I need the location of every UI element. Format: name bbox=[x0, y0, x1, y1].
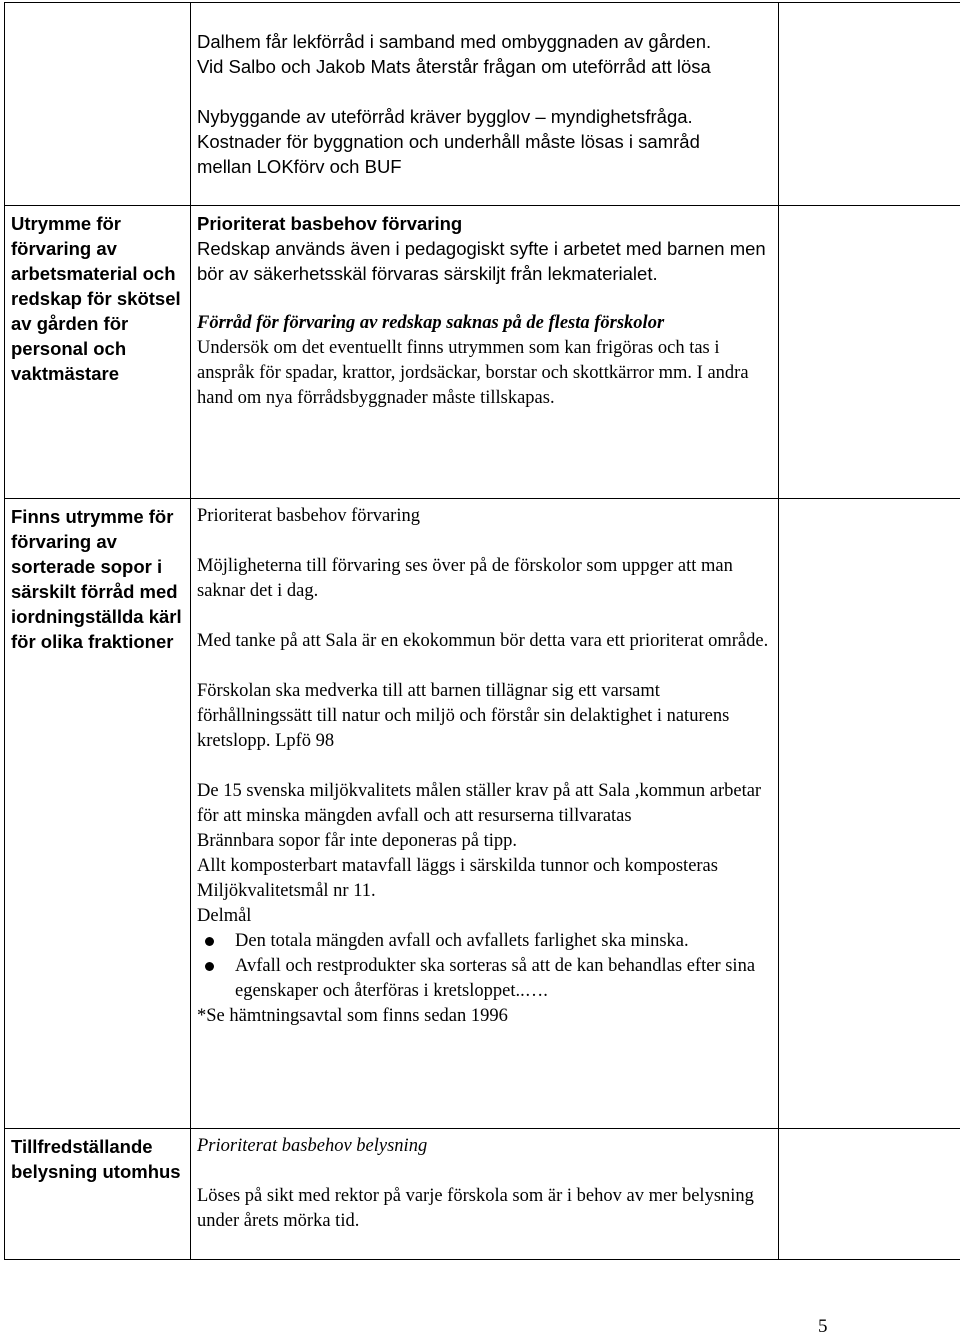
row2-paragraph: Undersök om det eventuellt finns utrymmen som kan frigöras och tas i anspråk för spadar, krattor, jordsäckar, borstar och skottkärror mm. I andra hand om nya förrådsbyggnader måste tillskapas. bbox=[197, 336, 772, 411]
row2-paragraph: Redskap används även i pedagogiskt syfte i arbetet med barnen men bör av säkerhetsskäl förvaras särskiljt från lekmaterialet. bbox=[197, 236, 772, 286]
row3-line: Miljökvalitetsmål nr 11. bbox=[197, 879, 772, 904]
row2-heading: Prioriterat basbehov förvaring bbox=[197, 211, 772, 236]
row3-paragraph: De 15 svenska miljökvalitets målen ställer krav på att Sala ,kommun arbetar för att minska mängden avfall och att resurserna tillvaratas bbox=[197, 779, 772, 829]
row4-content-cell bbox=[191, 1129, 779, 1260]
row1-line: mellan LOKförv och BUF bbox=[197, 154, 772, 179]
row1-label-cell bbox=[5, 3, 191, 206]
row1-extra-cell bbox=[779, 3, 960, 206]
row4-paragraph: Löses på sikt med rektor på varje förskola som är i behov av mer belysning under årets mörka tid. bbox=[197, 1184, 772, 1234]
row3-label-cell bbox=[5, 499, 191, 1129]
row2-content-cell bbox=[191, 206, 779, 499]
row3-paragraph: Förskolan ska medverka till att barnen tillägnar sig ett varsamt förhållningssätt till natur och miljö och förstår sin delaktighet i naturens kretslopp. Lpfö 98 bbox=[197, 679, 772, 754]
row3-paragraph: Möjligheterna till förvaring ses över på de förskolor som uppger att man saknar det i dag. bbox=[197, 554, 772, 604]
table-row bbox=[5, 3, 960, 206]
row2-label-cell bbox=[5, 206, 191, 499]
row3-label: Finns utrymme för förvaring av sorterade sopor i särskilt förråd med iordningställda kärl för olika fraktioner bbox=[11, 506, 182, 652]
row1-line: Kostnader för byggnation och underhåll måste lösas i samråd bbox=[197, 129, 772, 154]
row3-line: Brännbara sopor får inte deponeras på tipp. bbox=[197, 829, 772, 854]
page-number: 5 bbox=[818, 1314, 828, 1339]
row1-line: Dalhem får lekförråd i samband med ombyggnaden av gården. bbox=[197, 29, 772, 54]
row3-extra-cell bbox=[779, 499, 960, 1129]
row3-heading: Prioriterat basbehov förvaring bbox=[197, 504, 772, 529]
row2-label: Utrymme för förvaring av arbetsmaterial och redskap för skötsel av gården för personal och vaktmästare bbox=[11, 213, 181, 384]
row1-line: Nybyggande av uteförråd kräver bygglov – myndighetsfråga. bbox=[197, 104, 772, 129]
row4-label: Tillfredställande belysning utomhus bbox=[11, 1136, 181, 1182]
requirements-table bbox=[4, 2, 960, 1260]
row3-note: *Se hämtningsavtal som finns sedan 1996 bbox=[197, 1004, 772, 1029]
table-row bbox=[5, 206, 960, 499]
row2-extra-cell bbox=[779, 206, 960, 499]
row1-line: Vid Salbo och Jakob Mats återstår frågan om uteförråd att lösa bbox=[197, 54, 772, 79]
row3-paragraph: Med tanke på att Sala är en ekokommun bör detta vara ett prioriterat område. bbox=[197, 629, 772, 654]
list-item: Den totala mängden avfall och avfallets farlighet ska minska. bbox=[197, 929, 772, 954]
row4-label-cell bbox=[5, 1129, 191, 1260]
table-row bbox=[5, 1129, 960, 1260]
row3-line: Allt komposterbart matavfall läggs i särskilda tunnor och komposteras bbox=[197, 854, 772, 879]
row4-heading: Prioriterat basbehov belysning bbox=[197, 1134, 772, 1159]
bullet-icon bbox=[205, 937, 214, 946]
row4-extra-cell bbox=[779, 1129, 960, 1260]
bullet-icon bbox=[205, 962, 214, 971]
row3-line: Delmål bbox=[197, 904, 772, 929]
row3-content-cell bbox=[191, 499, 779, 1129]
list-item: Avfall och restprodukter ska sorteras så att de kan behandlas efter sina egenskaper och återföras i kretsloppet..…. bbox=[197, 954, 772, 1004]
goal-list bbox=[197, 929, 772, 1004]
row2-subheading: Förråd för förvaring av redskap saknas på de flesta förskolor bbox=[197, 311, 772, 336]
table-row bbox=[5, 499, 960, 1129]
row1-content-cell bbox=[191, 3, 779, 206]
